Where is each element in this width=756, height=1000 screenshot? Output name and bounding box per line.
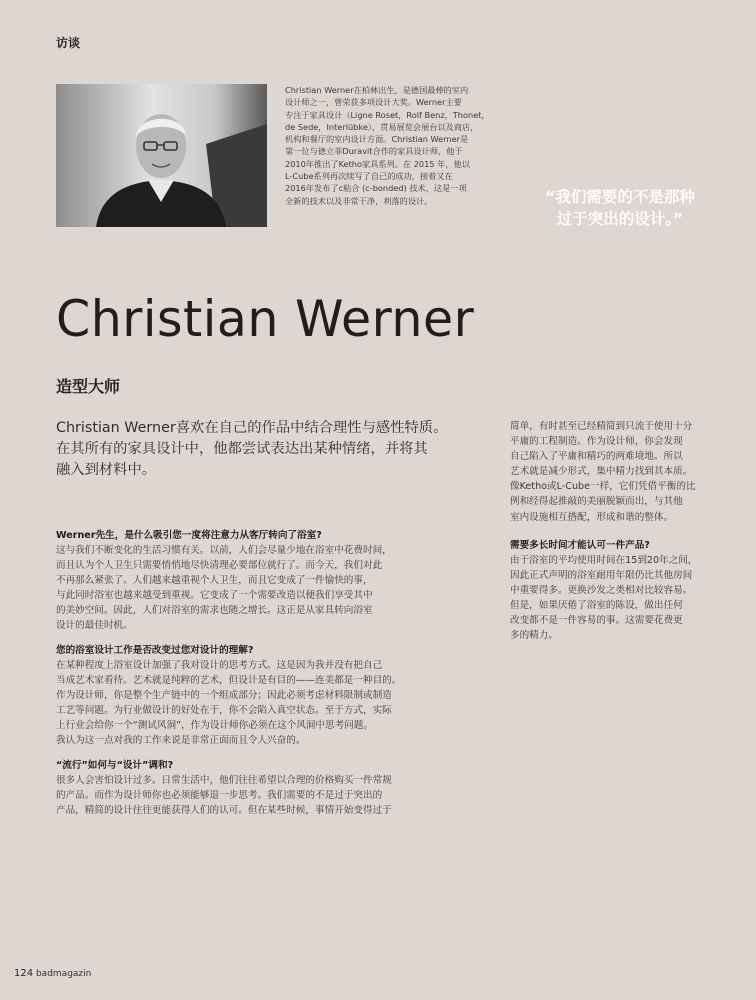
page-number: 124 (14, 968, 34, 979)
qa-block (510, 419, 722, 525)
bio-line: 设计师之一，曾荣获多项设计大奖。Werner主要 (285, 97, 462, 108)
answer-line: 平庸的工程制造。作为设计师，你会发现 (510, 436, 683, 448)
lead-line: Christian Werner喜欢在自己的作品中结合理性与感性特质。 (56, 420, 448, 436)
answer-line: 因此正式声明的浴室耐用年限仍比其他房间 (510, 569, 693, 581)
answer-line: 作为设计师，你是整个生产链中的一个组成部分；因此必须考虑材料限制或制造 (56, 690, 392, 701)
answer-line: 自己陷入了平庸和精巧的两难境地。所以 (510, 451, 683, 463)
qa-block (510, 539, 722, 644)
section-tag: 访谈 (56, 36, 81, 50)
question: “流行”如何与“设计”调和? (56, 760, 174, 771)
answer-line: 这与我们不断变化的生活习惯有关。以前，人们会尽量少地在浴室中花费时间， (56, 545, 392, 556)
answer-line: 的产品。而作为设计师你也必须能够退一步思考。我们需要的不是过于突出的 (56, 790, 383, 801)
lead-line: 在其所有的家具设计中，他都尝试表达出某种情绪，并将其 (56, 441, 428, 457)
magazine-name: badmagazin (35, 969, 92, 979)
bio-line: 专注于家具设计（Ligne Roset，Rolf Benz，Thonet， (285, 109, 490, 120)
bio-line: 机构和餐厅的室内设计方面。Christian Werner是 (285, 134, 469, 145)
answer-line: 的美妙空间。因此，人们对浴室的需求也随之增长。这正是从家具转向浴室 (56, 605, 373, 616)
qa-block (56, 529, 451, 633)
answer-line: 多的精力。 (510, 630, 558, 642)
article-title: Christian Werner (56, 290, 475, 348)
bio-line: de Sede，Interlübke），贯易展览会展台以及商店， (285, 121, 479, 132)
answer-line: 上行业会给你一个“测试风洞”，作为设计师你必须在这个风洞中思考问题。 (56, 720, 373, 731)
bio-line: 2010年推出了Ketho家具系列。在 2015 年，他以 (285, 158, 470, 169)
left-column (56, 529, 451, 829)
lead-line: 融入到材料中。 (56, 462, 157, 478)
answer-line: 与此同时浴室也越来越受到重视。它变成了一个需要改造以便我们享受其中 (56, 590, 373, 601)
portrait-illustration (56, 84, 267, 227)
qa-block (56, 759, 451, 818)
answer-line: 艺术就是减少形式，集中精力找到其本质。 (510, 466, 693, 478)
answer-line: 设计的最佳时机。 (56, 620, 133, 631)
page-footer (14, 968, 91, 979)
answer-line: 当成艺术家看待。艺术就是纯粹的艺术，但设计是有目的——连美都是一种目的。 (56, 675, 402, 686)
answer-line: 由于浴室的平均使用时间在15到20年之间， (510, 554, 698, 566)
qa-block (56, 644, 451, 748)
answer-line: 但是，如果厌倦了浴室的陈设，做出任何 (510, 599, 683, 611)
bio-text (285, 84, 505, 207)
answer-line: 改变都不是一件容易的事。这需要花费更 (510, 615, 683, 627)
article-subtitle: 造型大师 (56, 377, 121, 396)
question: 您的浴室设计工作是否改变过您对设计的理解? (56, 645, 254, 656)
bio-line: 2016年发布了c粘合 (c-bonded) 技术，这是一项 (285, 183, 467, 194)
portrait-photo (56, 84, 267, 227)
answer-line: 不再那么紧张了。人们越来越重视个人卫生，而且它变成了一件愉快的事， (56, 575, 373, 586)
answer-line: 产品，精简的设计往往更能获得人们的认可。但在某些时候，事情开始变得过于 (56, 805, 392, 816)
answer-line: 中重要得多。更换沙发之类相对比较容易。 (510, 584, 693, 596)
answer-line: 而且认为个人卫生只需要悄悄地尽快清理必要部位就行了。而今天，我们对此 (56, 560, 383, 571)
answer-line: 很多人会害怕设计过多。日常生活中，他们往往希望以合理的价格购买一件常规 (56, 775, 392, 786)
answer-line: 室内设施相互搭配，形成和谐的整体。 (510, 511, 674, 523)
answer-line: 工艺等问题。为行业做设计的好处在于，你不会陷入真空状态。至于方式，实际 (56, 705, 392, 716)
bio-line: 全新的技术以及非常干净，利落的设计。 (285, 195, 433, 206)
right-column (510, 419, 722, 654)
bio-line: L-Cube系列再次续写了自己的成功，接着又在 (285, 171, 453, 182)
answer-line: 在某种程度上浴室设计加强了我对设计的思考方式。这是因为我并没有把自己 (56, 660, 383, 671)
question: Werner先生，是什么吸引您一度将注意力从客厅转向了浴室? (56, 530, 322, 541)
answer-line: 简单，有时甚至已经精简到只流于使用十分 (510, 421, 693, 432)
answer-line: 例和经得起推敲的美丽脱颖而出，与其他 (510, 496, 683, 508)
pull-quote-line: 过于突出的设计。” (556, 210, 684, 228)
pull-quote-line: “我们需要的不是那种 (545, 188, 695, 206)
bio-line: 第一位与德立菲Duravit合作的家具设计师，他于 (285, 146, 463, 157)
lead-paragraph (56, 418, 496, 481)
question: 需要多长时间才能认可一件产品? (510, 539, 650, 551)
answer-line: 我认为这一点对我的工作来说是非常正面而且令人兴奋的。 (56, 735, 306, 746)
pull-quote (520, 186, 720, 230)
answer-line: 像Ketho或L-Cube一样，它们凭借平衡的比 (510, 481, 696, 493)
bio-line: Christian Werner在柏林出生，是德国最棒的室内 (285, 85, 469, 95)
